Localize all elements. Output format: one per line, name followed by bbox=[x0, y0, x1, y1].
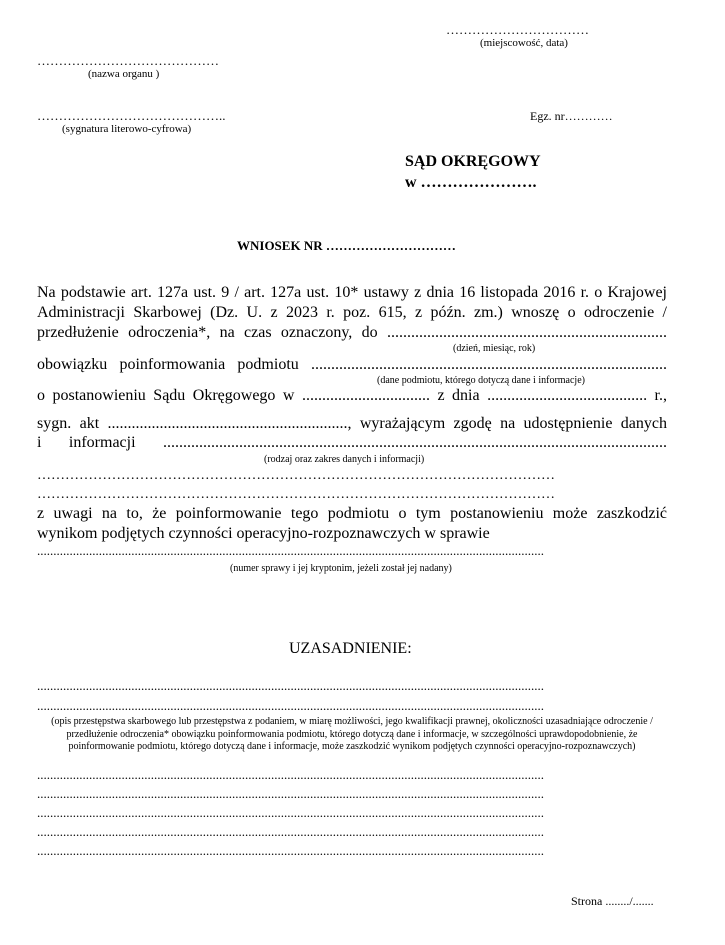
note-date: (dzień, miesiąc, rok) bbox=[453, 343, 536, 354]
place-date-dots: …………………………… bbox=[446, 22, 589, 37]
note-case: (numer sprawy i jej kryptonim, jeżeli został jej nadany) bbox=[230, 563, 452, 574]
case-dots: ............................................................................................................................................................ bbox=[37, 543, 544, 558]
signature-dots: …………………………………….. bbox=[37, 108, 226, 123]
organ-name-dots: …………………………………… bbox=[37, 53, 219, 68]
signature-label: (sygnatura literowo-cyfrowa) bbox=[62, 123, 192, 135]
justification-dots-3: ............................................................................................................................................................ bbox=[37, 767, 544, 782]
body-line-3: przedłużenie odroczenia*, na czas oznaczony, do ...................................................................... bbox=[37, 324, 667, 341]
body-line-2: Administracji Skarbowej (Dz. U. z 2023 r. poz. 615, z późn. zm.) wnoszę o odroczenie / bbox=[37, 304, 667, 321]
body-line-4: obowiązku poinformowania podmiotu ......................................................................................... bbox=[37, 356, 667, 373]
justification-dots-2: ............................................................................................................................................................ bbox=[37, 698, 544, 713]
justification-dots-4: ............................................................................................................................................................ bbox=[37, 786, 544, 801]
page-number: Strona ......../....... bbox=[571, 894, 654, 908]
justification-dots-5: ............................................................................................................................................................ bbox=[37, 805, 544, 820]
court-name: SĄD OKRĘGOWY bbox=[405, 153, 541, 170]
justification-dots-7: ............................................................................................................................................................ bbox=[37, 843, 544, 858]
court-location: w …………………. bbox=[405, 174, 537, 191]
note-subject: (dane podmiotu, którego dotyczą dane i informacje) bbox=[377, 375, 585, 386]
scope-dots-2: ………………………………………………………………………………………………… bbox=[37, 487, 555, 502]
justification-note: (opis przestępstwa skarbowego lub przestępstwa z podaniem, w miarę możliwości, jego kwalifikacji prawnej, okoliczności uzasadniające odroczenie / przedłużenie odroczenia* obowiązku poinformowania podmiotu, którego dotyczą dane i informacje, w szczególności uprawdopodobnienie, że poinformowanie podmiotu, którego dotyczą dane i informacje, może zaszkodzić wynikom podjętych czynności operacyjno-rozpoznawczych) bbox=[51, 716, 653, 752]
body-line-1: Na podstawie art. 127a ust. 9 / art. 127a ust. 10* ustawy z dnia 16 listopada 2016 r. o Krajowej bbox=[37, 284, 667, 301]
body-line-7: i informacji .............................................................................................................................. bbox=[37, 434, 667, 451]
scope-dots-1: ………………………………………………………………………………………………… bbox=[37, 468, 555, 483]
body-line-5: o postanowieniu Sądu Okręgowego w ................................ z dnia ........................................ r., bbox=[37, 387, 667, 404]
copy-number-label: Egz. nr………… bbox=[530, 109, 613, 123]
justification-dots-6: ............................................................................................................................................................ bbox=[37, 824, 544, 839]
request-title: WNIOSEK NR ………………………… bbox=[237, 238, 456, 253]
organ-name-label: (nazwa organu ) bbox=[88, 68, 160, 80]
body-line-9: wynikom podjętych czynności operacyjno-rozpoznawczych w sprawie bbox=[37, 525, 490, 542]
place-date-label: (miejscowość, data) bbox=[480, 37, 568, 49]
note-scope: (rodzaj oraz zakres danych i informacji) bbox=[264, 454, 425, 465]
justification-dots-1: ............................................................................................................................................................ bbox=[37, 678, 544, 693]
body-line-6: sygn. akt ............................................................, wyrażającym zgodę na udostępnienie danych bbox=[37, 415, 667, 432]
justification-heading: UZASADNIENIE: bbox=[289, 640, 412, 657]
body-line-8: z uwagi na to, że poinformowanie tego podmiotu o tym postanowieniu może zaszkodzić bbox=[37, 505, 667, 522]
